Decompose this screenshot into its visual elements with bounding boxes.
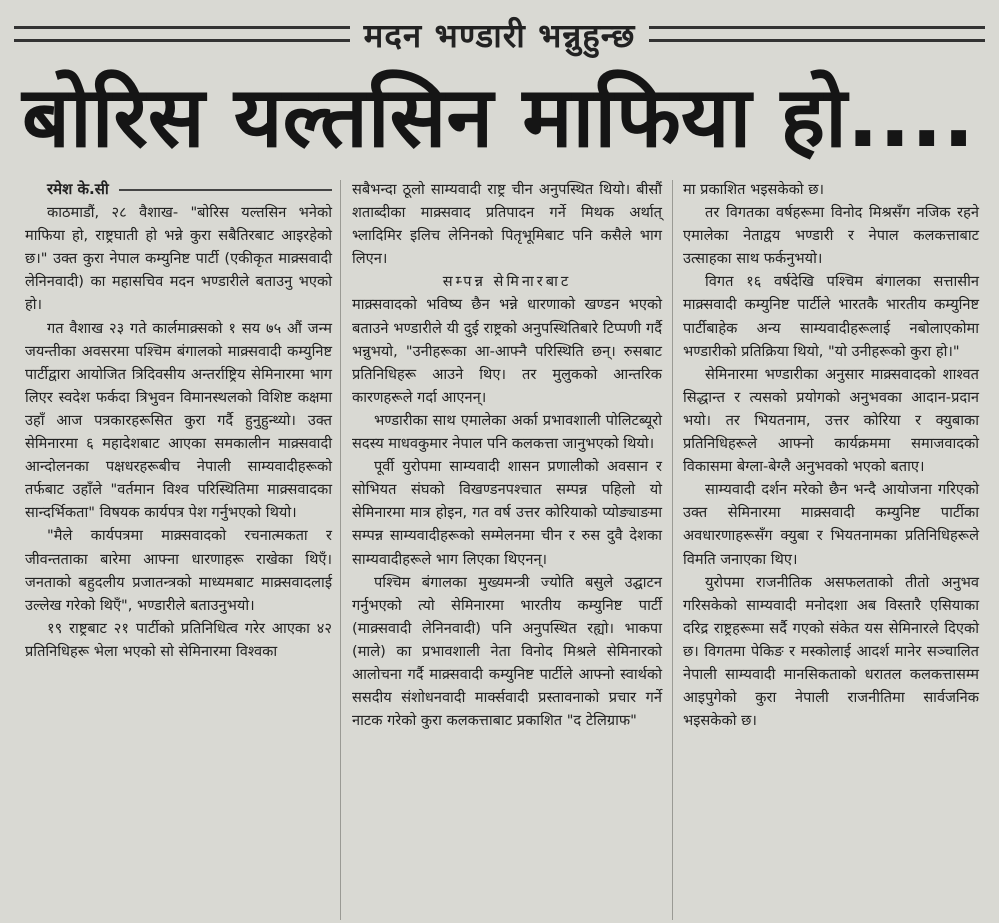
byline-rule	[119, 189, 332, 191]
column-1	[25, 178, 332, 663]
paragraph: पूर्वी युरोपमा साम्यवादी शासन प्रणालीको अवसान र सोभियत संघको विखण्डनपश्चात सम्पन्न पहिलो यो सेमिनारमा मात्र होइन, गत वर्ष उत्तर कोरियाको प्योङ्याङमा सम्पन्न साम्यवादीहरूको सम्मेलनमा चीन र रुस दुवै देशका साम्यवादीहरूले भाग लिएका थिएनन्।	[352, 458, 662, 568]
paragraph: गत वैशाख २३ गते कार्लमाक्र्सको १ सय ७५ औं जन्म जयन्तीका अवसरमा पश्चिम बंगालको माक्र्सवादी कम्युनिष्ट पार्टीद्वारा आयोजित त्रिदिवसीय अन्तर्राष्ट्रिय सेमिनारमा भाग लिएर स्वदेश फर्कदा त्रिभुवन विमानस्थलको विशिष्ट कक्षमा उहाँ आज पत्रकारहरूसित कुरा गर्दै हुनुहुन्थ्यो। उक्त सेमिनारमा ६ महादेशबाट आएका समकालीन माक्र्सवादी आन्दोलनका पक्षधरहरूबीच नेपाली साम्यवादीहरूको तर्फबाट उहाँले "वर्तमान विश्व परिस्थितिमा माक्र्सवादका सान्दर्भिकता" विषयक कार्यपत्र पेश गर्नुभएको थियो।	[25, 319, 332, 522]
paragraph: पश्चिम बंगालका मुख्यमन्त्री ज्योति बसुले उद्घाटन गर्नुभएको त्यो सेमिनारमा भारतीय कम्युनिष्ट पार्टी (माक्र्सवादी लेनिनवादी) पनि अनुपस्थित रह्यो। भाकपा (माले) का प्रभावशाली नेता विनोद मिश्रले सेमिनारको आलोचना गर्दै माक्र्सवादी कम्युनिष्ट पार्टीले आफ्नो स्वार्थको ससदीय संशोधनवादी मार्क्सवादी प्रस्तावनाको प्रचार गर्ने नाटक गरेको कुरा कलकत्ताबाट प्रकाशित "द टेलिग्राफ"	[352, 573, 662, 730]
kicker-banner	[0, 8, 999, 60]
subheading: सम्पन्न सेमिनारबाट	[442, 273, 572, 291]
paragraph: तर विगतका वर्षहरूमा विनोद मिश्रसँग नजिक रहने एमालेका नेताद्वय भण्डारी र नेपाल कलकत्ताबाट उत्साहका साथ फर्कनुभयो।	[683, 204, 979, 268]
paragraph: युरोपमा राजनीतिक असफलताको तीतो अनुभव गरिसकेको साम्यवादी मनोदशा अब विस्तारै एसियाका दरिद्र राष्ट्रहरूमा सर्दै गएको संकेत यस सेमिनारले दिएको छ। विगतमा पेकिङ र मस्कोलाई आदर्श मानेर सञ्चालित नेपाली साम्यवादी मानसिकताको धरातल कलकत्तासम्म आइपुगेको कुरा नेपाली राजनीतिमा सार्वजनिक भइसकेको छ।	[683, 573, 979, 730]
byline-text: रमेश के.सी	[47, 180, 109, 198]
paragraph: "मैले कार्यपत्रमा माक्र्सवादको रचनात्मकता र जीवन्तताका बारेमा आफ्ना धारणाहरू राखेका थिएँ। जनताको बहुदलीय प्रजातन्त्रको माध्यमबाट माक्र्सवादलाई उल्लेख गरेको थिएँ", भण्डारीले बताउनुभयो।	[25, 527, 332, 614]
column-divider	[340, 180, 341, 920]
column-2	[352, 178, 662, 732]
paragraph: काठमाडौं, २८ वैशाख- "बोरिस यल्तसिन भनेको माफिया हो, राष्ट्रघाती हो भन्ने कुरा सबैतिरबाट आइरहेको छ।" उक्त कुरा नेपाल कम्युनिष्ट पार्टी (एकीकृत माक्र्सवादी लेनिनवादी) का महासचिव मदन भण्डारीले बताउनु भएको हो।	[25, 204, 332, 314]
paragraph: सेमिनारमा भण्डारीका अनुसार माक्र्सवादको शाश्वत सिद्धान्त र त्यसको प्रयोगको अनुभवका आदान-प्रदान भयो। तर भियतनाम, उत्तर कोरिया र क्युबाका प्रतिनिधिहरूले आफ्नो कार्यक्रममा समाजवादको विकासमा बेग्ला-बेग्लै अनुभवको भएको बताए।	[683, 365, 979, 476]
kicker-text: मदन भण्डारी भन्नुहुन्छ	[363, 15, 636, 55]
paragraph: १९ राष्ट्रबाट २१ पार्टीको प्रतिनिधित्व गरेर आएका ४२ प्रतिनिधिहरू भेला भएको सो सेमिनारमा विश्वका	[25, 619, 332, 660]
headline: बोरिस यल्तसिन माफिया हो....	[22, 68, 975, 166]
column-3	[683, 178, 979, 732]
paragraph: साम्यवादी दर्शन मरेको छैन भन्दै आयोजना गरिएको उक्त सेमिनारमा माक्र्सवादी कम्युनिष्ट पार्टीका अवधारणाहरूसँग क्युबा र भियतनामका प्रतिनिधिहरूले विमति जनाएका थिए।	[683, 481, 979, 568]
kicker-rule-left	[14, 26, 350, 42]
paragraph: सबैभन्दा ठूलो साम्यवादी राष्ट्र चीन अनुपस्थित थियो। बीसौं शताब्दीका माक्र्सवाद प्रतिपादन गर्ने मिथक अर्थात् भ्लादिमिर इलिच लेनिनको पितृभूमिबाट पनि कसैले भाग लिएन।	[352, 181, 662, 268]
kicker-rule-right	[649, 26, 985, 42]
column-divider	[672, 180, 673, 920]
paragraph: विगत १६ वर्षदेखि पश्चिम बंगालका सत्तासीन माक्र्सवादी कम्युनिष्ट पार्टीले भारतकै भारतीय कम्युनिष्ट पार्टीबाहेक अन्य साम्यवादीहरूलाई नबोलाएकोमा भण्डारीको प्रतिक्रिया थियो, "यो उनीहरूको कुरा हो।"	[683, 273, 979, 360]
paragraph: भण्डारीका साथ एमालेका अर्का प्रभावशाली पोलिटब्यूरो सदस्य माधवकुमार नेपाल पनि कलकत्ता जानुभएको थियो।	[352, 411, 662, 453]
paragraph: मा प्रकाशित भइसकेको छ।	[683, 181, 824, 198]
byline	[25, 178, 332, 201]
paragraph: माक्र्सवादको भविष्य छैन भन्ने धारणाको खण्डन भएको बताउने भण्डारीले यी दुई राष्ट्रको अनुपस्थितिबारे टिप्पणी गर्दै भन्नुभयो, "उनीहरूका आ-आफ्नै परिस्थिति छन्। रुसबाट प्रतिनिधिहरू आउने थिए। तर मुलुकको आन्तरिक कारणहरूले गर्दा आएनन्।	[352, 296, 662, 406]
